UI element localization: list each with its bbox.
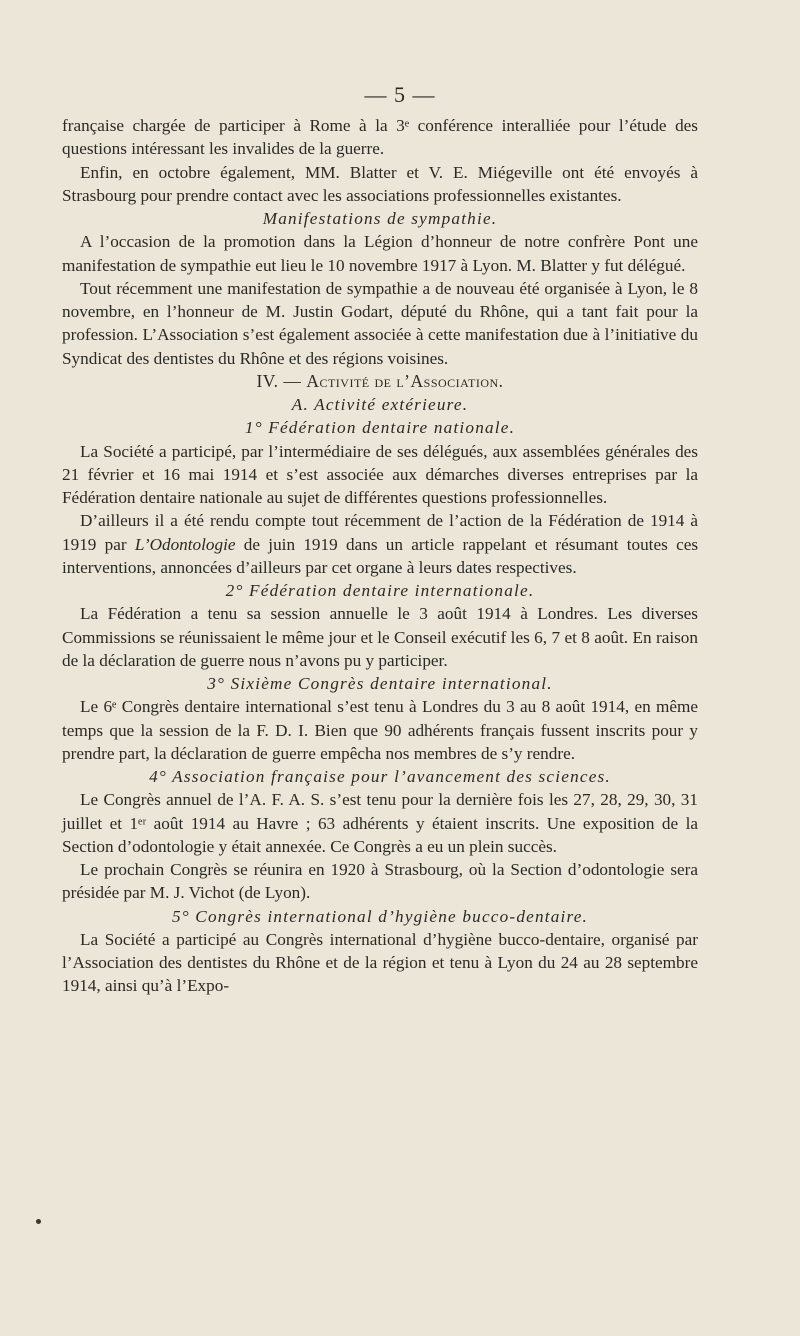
journal-title: L’Odontologie: [134, 534, 236, 554]
subsection-heading-federation-internationale: 2° Fédération dentaire internationale.: [225, 581, 535, 600]
section-number: IV. —: [256, 370, 302, 391]
subsection-heading-sympathie: Manifestations de sympathie.: [262, 209, 498, 228]
paragraph: Enfin, en octobre également, MM. Blatter et V. E. Miégeville ont été envoyés à Strasbourg pour prendre contact avec les associations professionnelles existantes.: [62, 162, 698, 205]
subsection-heading-congres-international: 3° Sixième Congrès dentaire international.: [207, 674, 553, 693]
paragraph: Tout récemment une manifestation de sympathie a de nouveau été organisée à Lyon, le 8 novembre, en l’honneur de M. Justin Godart, député du Rhône, qui a tant fait pour la profession. L’Association s’est également associée à cette manifestation due à l’initiative du Syndicat des dentistes du Rhône et des régions voisines.: [62, 278, 698, 368]
paragraph-part: de juin 1919 dans un article rappelant et résumant toutes ces interventions, annoncées d’ailleurs par cet organe à leurs dates respectives.: [62, 534, 699, 577]
paragraph: Le Congrès annuel de l’A. F. A. S. s’est tenu pour la dernière fois les 27, 28, 29, 30, 31 juillet et 1ᵉʳ août 1914 au Havre ; 63 adhérents y étaient inscrits. Une exposition de la Section d’odontologie y était annexée. Ce Congrès a eu un plein succès.: [62, 790, 698, 856]
subsection-heading-afas: 4° Association française pour l’avancement des sciences.: [149, 767, 611, 786]
section-heading: [62, 370, 698, 393]
ink-spot: [36, 1219, 41, 1224]
paragraph: La Fédération a tenu sa session annuelle le 3 août 1914 à Londres. Les diverses Commissions se réunissaient le même jour et le Conseil exécutif les 6, 7 et 8 août. En raison de la déclaration de guerre nous n’avons pu y participer.: [62, 604, 698, 670]
section-title: Activité de l’Association.: [306, 370, 504, 391]
subsection-heading-activite: A. Activité extérieure.: [291, 395, 469, 414]
page-number: — 5 —: [364, 82, 436, 107]
paragraph: [62, 509, 698, 579]
paragraph: La Société a participé, par l’intermédiaire de ses délégués, aux assemblées générales des 21 février et 16 mai 1914 et s’est associée aux démarches diverses entreprises par la Fédération dentaire nationale au sujet de différentes questions professionnelles.: [62, 441, 698, 507]
paragraph: Le 6ᵉ Congrès dentaire international s’est tenu à Londres du 3 au 8 août 1914, en même temps que la session de la F. D. I. Bien que 90 adhérents français fussent inscrits pour y prendre part, la déclaration de guerre empêcha nos membres de s’y rendre.: [62, 697, 698, 763]
subsection-heading-hygiene: 5° Congrès international d’hygiène bucco-dentaire.: [171, 906, 589, 926]
subsection-heading-federation-nationale: 1° Fédération dentaire nationale.: [244, 418, 516, 438]
paragraph: A l’occasion de la promotion dans la Légion d’honneur de notre confrère Pont une manifestation de sympathie eut lieu le 10 novembre 1917 à Lyon. M. Blatter y fut délégué.: [62, 232, 698, 275]
body-text: [62, 114, 698, 998]
paragraph: Le prochain Congrès se réunira en 1920 à Strasbourg, où la Section d’odontologie sera présidée par M. J. Vichot (de Lyon).: [62, 860, 698, 903]
paragraph-part: D’ailleurs il a été rendu compte tout récemment de l’action de la Fédération de 1914 à 1919 par: [62, 511, 698, 554]
paragraph: La Société a participé au Congrès international d’hygiène bucco-dentaire, organisé par l’Association des dentistes du Rhône et de la région et tenu à Lyon du 24 au 28 septembre 1914, ainsi qu’à l’Expo-: [62, 929, 698, 996]
paragraph: française chargée de participer à Rome à la 3ᵉ conférence interalliée pour l’étude des questions intéressant les invalides de la guerre.: [62, 116, 698, 159]
